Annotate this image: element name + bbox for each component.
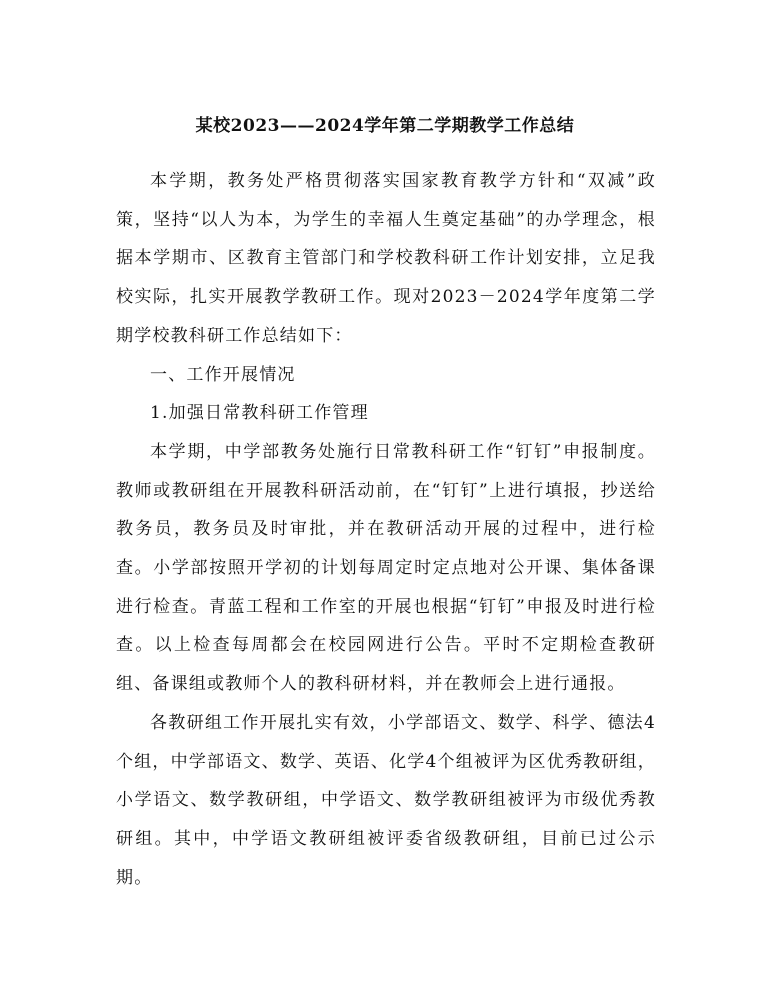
intro-paragraph: 本学期，教务处严格贯彻落实国家教育教学方针和“双减”政策，坚持“以人为本，为学生的幸福人生奠定基础”的办学理念，根据本学期市、区教育主管部门和学校教科研工作计划安排，立足我校实际，扎实开展教学教研工作。现对2023－2024学年度第二学期学校教科研工作总结如下：: [116, 171, 656, 346]
document-body: [116, 162, 656, 897]
document-title: 某校2023——2024学年第二学期教学工作总结: [195, 116, 575, 136]
subsection-heading: 1.加强日常教科研工作管理: [150, 403, 369, 424]
teaching-groups-paragraph: 各教研组工作开展扎实有效，小学部语文、数学、科学、德法4个组，中学部语文、数学、英语、化学4个组被评为区优秀教研组，小学语文、数学教研组，中学语文、数学教研组被评为市级优秀教研组。其中，中学语文教研组被评委省级教研组，目前已过公示期。: [116, 712, 656, 888]
section-heading: 一、工作开展情况: [150, 364, 296, 385]
management-paragraph: 本学期，中学部教务处施行日常教科研工作“钉钉”申报制度。教师或教研组在开展教科研活动前，在“钉钉”上进行填报，抄送给教务员，教务员及时审批，并在教研活动开展的过程中，进行检查。小学部按照开学初的计划每周定时定点地对公开课、集体备课进行检查。青蓝工程和工作室的开展也根据“钉钉”申报及时进行检查。以上检查每周都会在校园网进行公告。平时不定期检查教研组、备课组或教师个人的教科研材料，并在教师会上进行通报。: [116, 441, 656, 695]
